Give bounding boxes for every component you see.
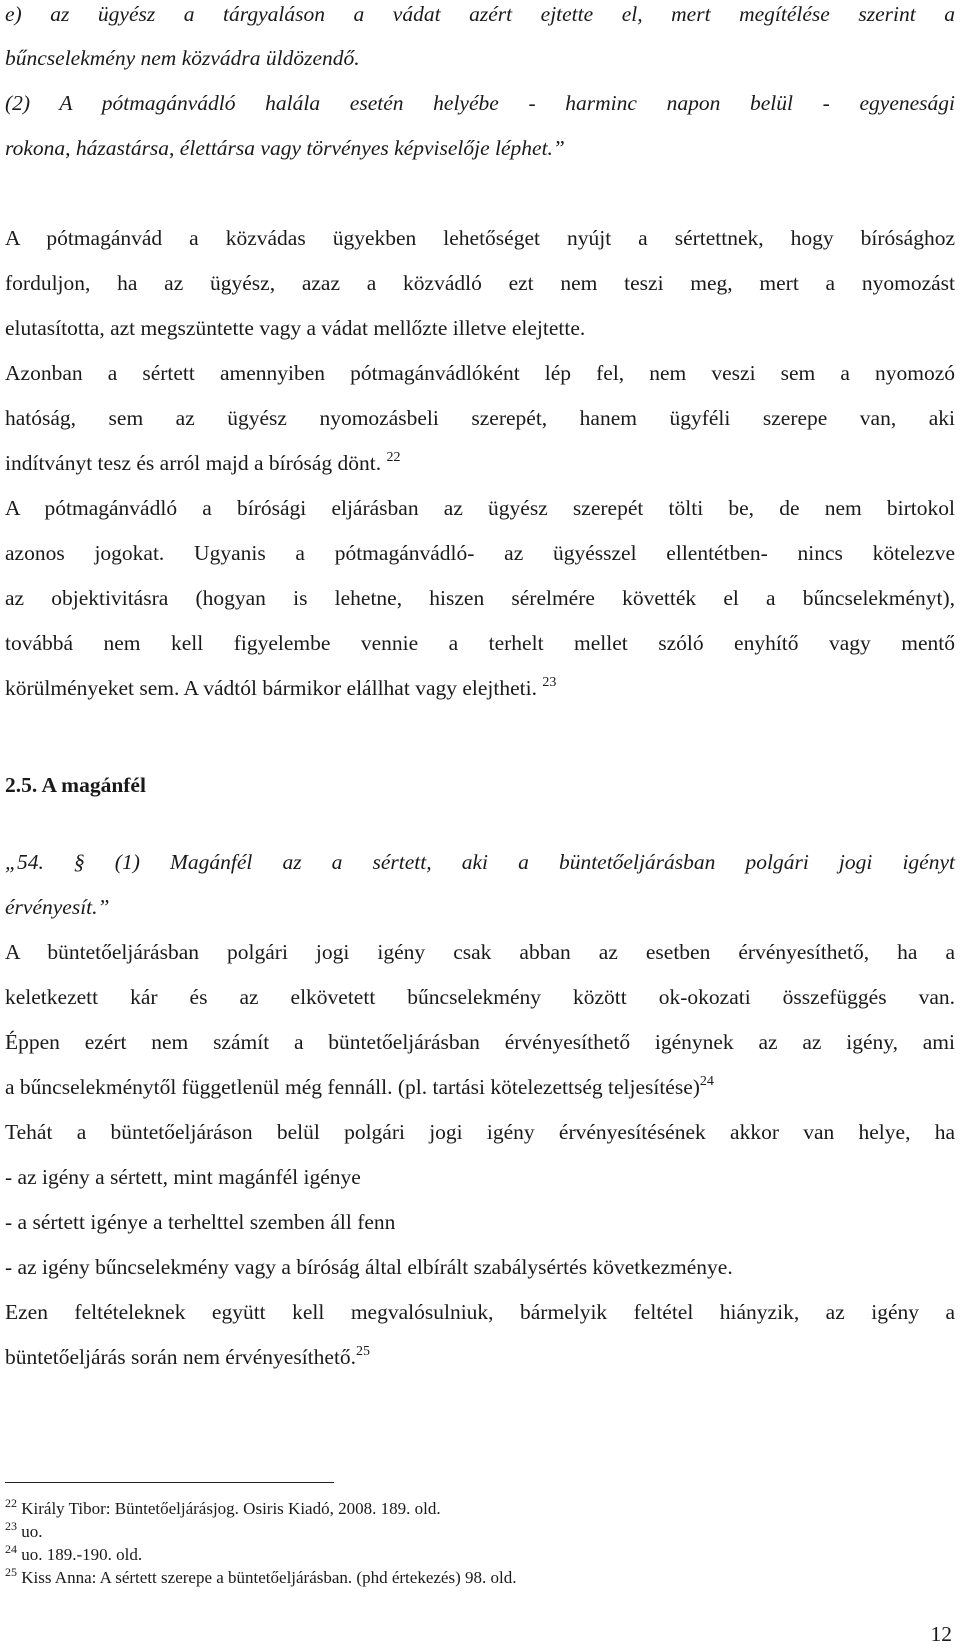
body-line: A pótmagánvád a közvádas ügyekben lehetőséget nyújt a sértettnek, hogy bírósághoz [5, 226, 955, 250]
list-item: - a sértett igénye a terhelttel szemben áll fenn [5, 1210, 396, 1234]
body-line: azonos jogokat. Ugyanis a pótmagánvádló- az ügyésszel ellentétben- nincs kötelezve [5, 541, 955, 565]
quoted-law-line: érvényesít.” [5, 895, 110, 919]
body-line: A pótmagánvádló a bírósági eljárásban az ügyész szerepét tölti be, de nem birtokol [5, 496, 955, 520]
footnote-text: uo. [21, 1522, 43, 1541]
body-line-text: körülményeket sem. A vádtól bármikor elállhat vagy elejtheti. [5, 676, 537, 700]
body-line: forduljon, ha az ügyész, azaz a közvádló ezt nem teszi meg, mert a nyomozást [5, 271, 955, 295]
body-line: Éppen ezért nem számít a büntetőeljárásban érvényesíthető igénynek az az igény, ami [5, 1030, 955, 1054]
quoted-law-line: bűncselekmény nem közvádra üldözendő. [5, 46, 360, 70]
body-line [5, 674, 955, 702]
body-line: továbbá nem kell figyelembe vennie a terhelt mellet szóló enyhítő vagy mentő [5, 631, 955, 655]
body-line [5, 449, 955, 477]
quoted-law-line: rokona, házastársa, élettársa vagy törvényes képviselője léphet.” [5, 136, 565, 160]
body-line-text: büntetőeljárás során nem érvényesíthető. [5, 1345, 357, 1369]
footnote-ref: 25 [356, 1344, 371, 1359]
footnote-number: 23 [5, 1519, 17, 1533]
quoted-law-line: „54. § (1) Magánfél az a sértett, aki a büntetőeljárásban polgári jogi igényt [5, 850, 955, 874]
quoted-law-line: e) az ügyész a tárgyaláson a vádat azért ejtette el, mert megítélése szerint a [5, 2, 955, 26]
footnote-number: 22 [5, 1496, 17, 1510]
body-line: Azonban a sértett amennyiben pótmagánvádlóként lép fel, nem veszi sem a nyomozó [5, 361, 955, 385]
section-heading: 2.5. A magánfél [5, 773, 146, 797]
footnote-text: Kiss Anna: A sértett szerepe a büntetőeljárásban. (phd értekezés) 98. old. [21, 1568, 517, 1587]
body-line-text: indítványt tesz és arról majd a bíróság dönt. [5, 451, 382, 475]
footnote-ref: 24 [699, 1074, 714, 1089]
footnote [5, 1521, 955, 1543]
list-item: - az igény a sértett, mint magánfél igénye [5, 1165, 361, 1189]
footnote-text: Király Tibor: Büntetőeljárásjog. Osiris Kiadó, 2008. 189. old. [21, 1499, 441, 1518]
list-item: - az igény bűncselekmény vagy a bíróság által elbírált szabálysértés következménye. [5, 1255, 733, 1279]
footnote-ref: 22 [386, 450, 401, 465]
body-line: Tehát a büntetőeljáráson belül polgári jogi igény érvényesítésének akkor van helye, ha [5, 1120, 955, 1144]
body-line [5, 1073, 955, 1101]
body-line: elutasította, azt megszüntette vagy a vádat mellőzte illetve elejtette. [5, 316, 586, 340]
body-line: az objektivitásra (hogyan is lehetne, hiszen sérelmére követték el a bűncselekményt), [5, 586, 955, 610]
footnote-separator [5, 1482, 334, 1483]
body-line [5, 1343, 955, 1371]
body-line: keletkezett kár és az elkövetett bűncselekmény között ok-okozati összefüggés van. [5, 985, 955, 1009]
footnote [5, 1544, 955, 1566]
footnote [5, 1498, 955, 1520]
page-number: 12 [930, 1622, 952, 1646]
body-line: hatóság, sem az ügyész nyomozásbeli szerepét, hanem ügyféli szerepe van, aki [5, 406, 955, 430]
footnote-ref: 23 [542, 675, 557, 690]
footnote [5, 1567, 955, 1589]
quoted-law-line: (2) A pótmagánvádló halála esetén helyébe - harminc napon belül - egyenesági [5, 91, 955, 115]
body-line: A büntetőeljárásban polgári jogi igény csak abban az esetben érvényesíthető, ha a [5, 940, 955, 964]
footnote-number: 25 [5, 1565, 17, 1579]
body-line: Ezen feltételeknek együtt kell megvalósulniuk, bármelyik feltétel hiányzik, az igény a [5, 1300, 955, 1324]
footnote-text: uo. 189.-190. old. [21, 1545, 143, 1564]
footnote-number: 24 [5, 1542, 17, 1556]
body-line-text: a bűncselekménytől függetlenül még fennáll. (pl. tartási kötelezettség teljesítése) [5, 1075, 700, 1099]
